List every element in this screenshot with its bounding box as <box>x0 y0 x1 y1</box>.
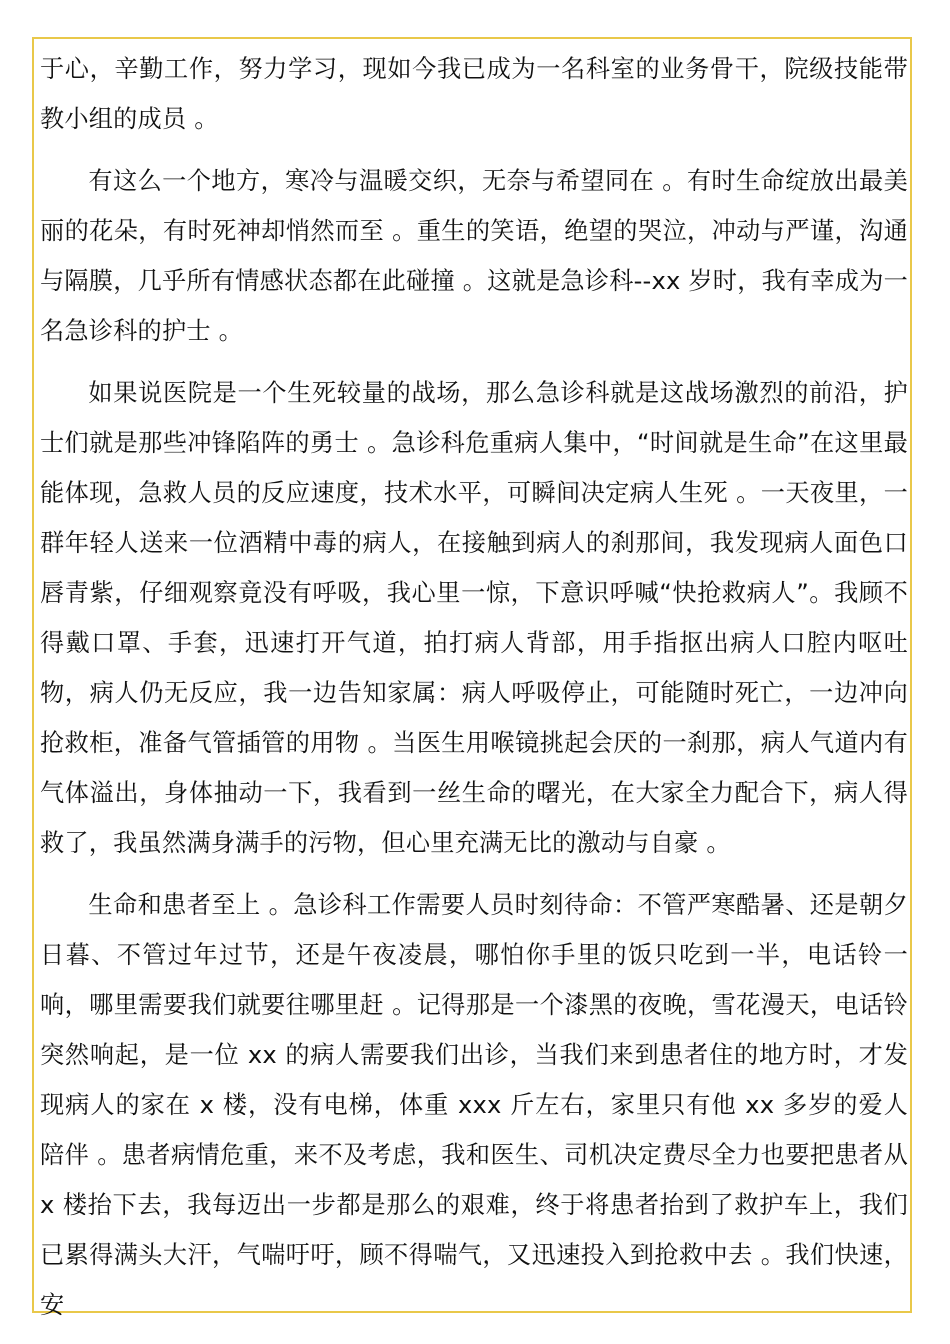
paragraph-1: 于心，辛勤工作，努力学习，现如今我已成为一名科室的业务骨干，院级技能带教小组的成员 。 <box>40 55 908 133</box>
document-body <box>40 44 908 1330</box>
paragraph-4: 生命和患者至上 。急诊科工作需要人员时刻待命：不管严寒酷暑、还是朝夕日暮、不管过年过节，还是午夜凌晨，哪怕你手里的饭只吃到一半，电话铃一响，哪里需要我们就要往哪里赶 。记得那是一个漆黑的夜晚，雪花漫天，电话铃突然响起，是一位 xx 的病人需要我们出诊，当我们来到患者住的地方时，才发现病人的家在 x 楼，没有电梯，体重 xxx 斤左右，家里只有他 xx 多岁的爱人 陪伴 。患者病情危重，来不及考虑，我和医生、司机决定费尽全力也要把患者从 x 楼抬下去，我每迈出一步都是那么的艰难，终于将患者抬到了救护车上，我们已累得满头大汗，气喘吁吁，顾不得喘气，又迅速投入到抢救中去 。我们快速，安 <box>40 891 908 1319</box>
paragraph-3: 如果说医院是一个生死较量的战场，那么急诊科就是这战场激烈的前沿，护士们就是那些冲锋陷阵的勇士 。急诊科危重病人集中，“时间就是生命”在这里最能体现，急救人员的反应速度，技术水平，可瞬间决定病人生死 。一天夜里，一群年轻人送来一位酒精中毒的病人，在接触到病人的刹那间，我发现病人面色口唇青紫，仔细观察竟没有呼吸，我心里一惊，下意识呼喊“快抢救病人”。我顾不得戴口罩、手套，迅速打开气道，拍打病人背部，用手指抠出病人口腔内呕吐物，病人仍无反应，我一边告知家属：病人呼吸停止，可能随时死亡，一边冲向抢救柜，准备气管插管的用物 。当医生用喉镜挑起会厌的一刹那，病人气道内有气体溢出，身体抽动一下，我看到一丝生命的曙光，在大家全力配合下，病人得救了，我虽然满身满手的污物，但心里充满无比的激动与自豪 。 <box>40 379 908 857</box>
paragraph-2: 有这么一个地方，寒冷与温暖交织，无奈与希望同在 。有时生命绽放出最美丽的花朵，有时死神却悄然而至 。重生的笑语，绝望的哭泣，冲动与严谨，沟通与隔膜，几乎所有情感状态都在此碰撞 。这就是急诊科--xx 岁时，我有幸成为一名急诊科的护士 。 <box>40 167 908 345</box>
